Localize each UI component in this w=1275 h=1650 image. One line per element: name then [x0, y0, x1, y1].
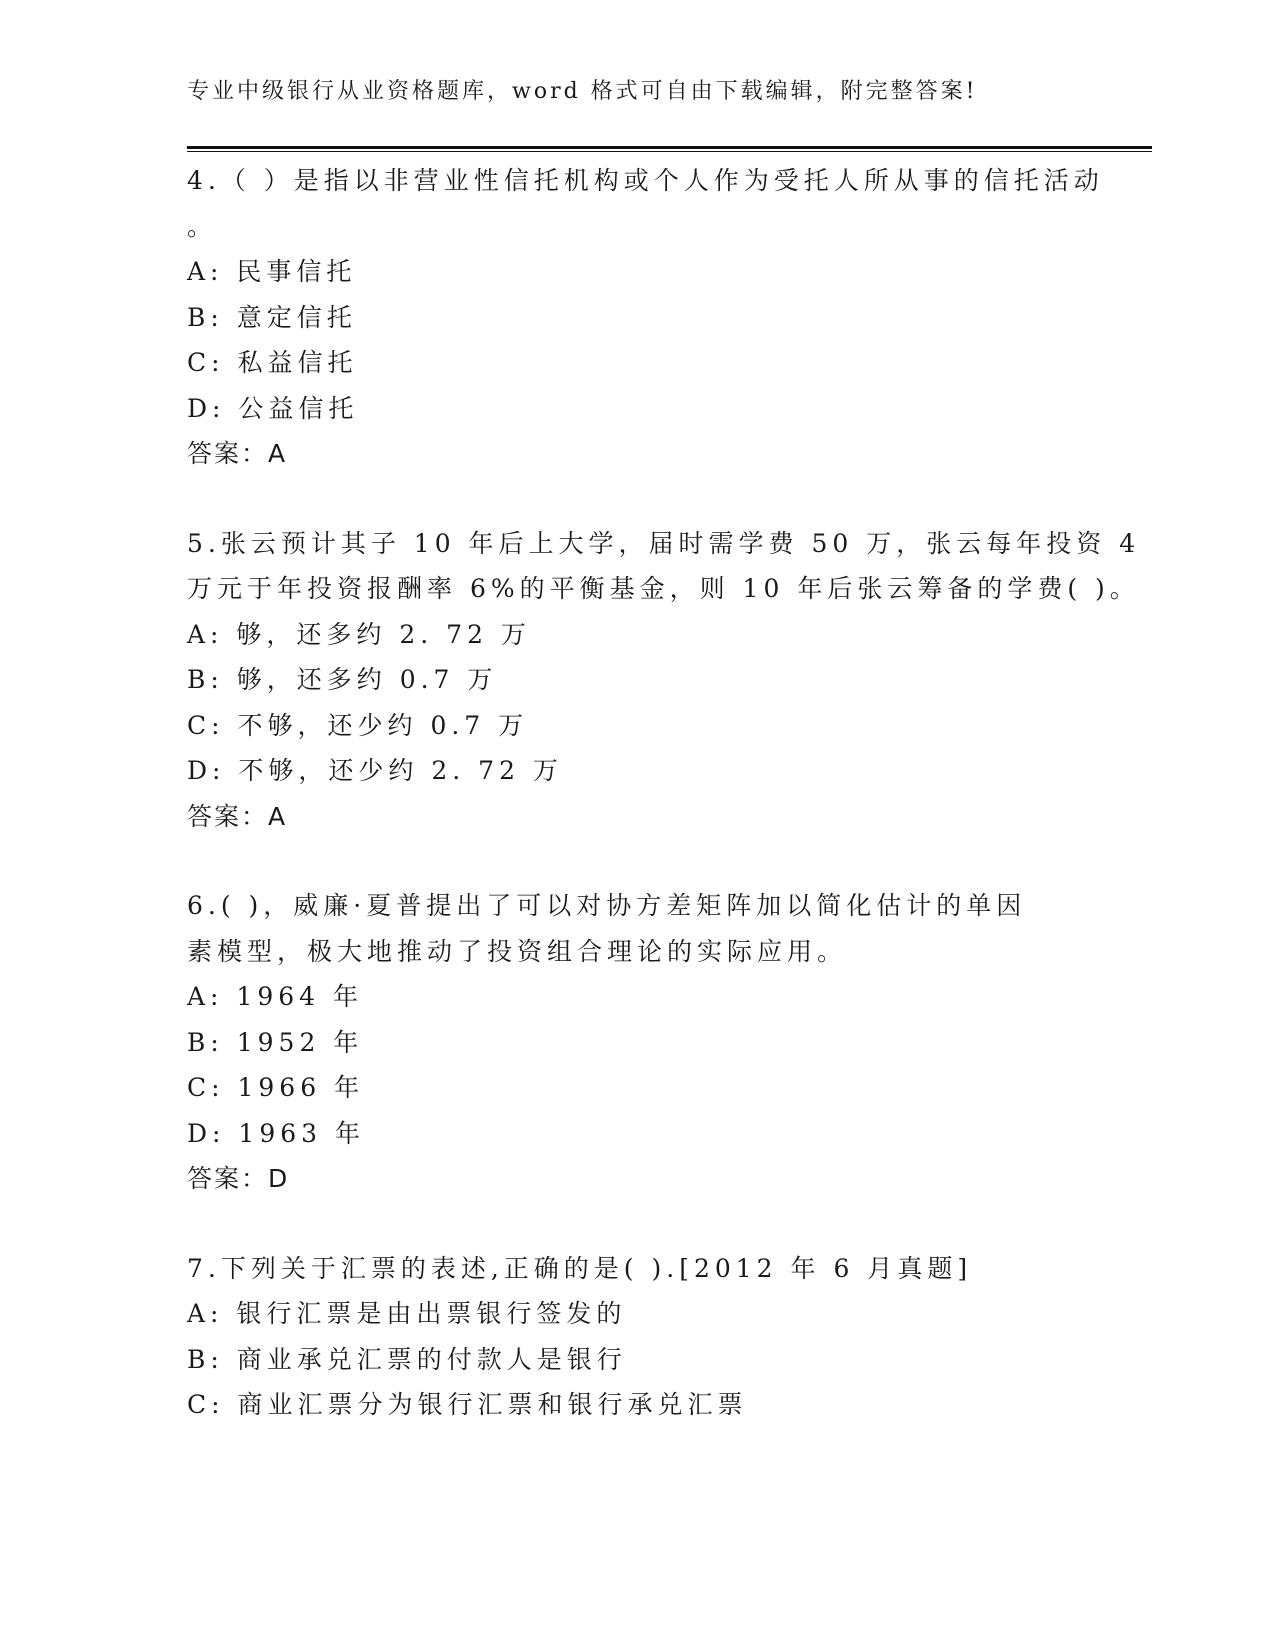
question-7: [187, 1246, 1117, 1428]
question-4: [187, 158, 1117, 477]
option-b: B: 够，还多约 0.7 万: [187, 665, 498, 694]
option-c: C: 1966 年: [187, 1073, 365, 1102]
question-text: 素模型，极大地推动了投资组合理论的实际应用。: [187, 936, 848, 966]
option-b: B: 1952 年: [187, 1027, 364, 1057]
question-text: 。: [187, 211, 218, 241]
header-rule-thin: [187, 151, 1152, 152]
answer: 答案：D: [187, 1164, 290, 1193]
option-c: C: 私益信托: [187, 348, 358, 377]
option-a: A: 银行汇票是由出票银行签发的: [187, 1299, 627, 1328]
question-text: 7.下列关于汇票的表述,正确的是( ).[2012 年 6 月真题]: [187, 1253, 973, 1283]
answer: 答案：A: [187, 439, 288, 468]
option-a: A: 够，还多约 2. 72 万: [187, 619, 531, 649]
option-d: D: 不够，还少约 2. 72 万: [187, 756, 563, 785]
question-6: [187, 883, 1117, 1202]
option-d: D: 1963 年: [187, 1118, 365, 1148]
question-5: [187, 521, 1141, 840]
option-d: D: 公益信托: [187, 393, 359, 423]
question-list: [187, 158, 1141, 1472]
question-text: 5.张云预计其子 10 年后上大学，届时需学费 50 万，张云每年投资 4: [187, 528, 1141, 558]
header-rule-thick: [187, 146, 1152, 149]
option-a: A: 民事信托: [187, 257, 357, 286]
page-header: 专业中级银行从业资格题库，word 格式可自由下载编辑，附完整答案!: [187, 79, 978, 104]
option-a: A: 1964 年: [187, 982, 363, 1011]
question-text: 6.( )，威廉·夏普提出了可以对协方差矩阵加以简化估计的单因: [187, 891, 1027, 920]
option-b: B: 意定信托: [187, 302, 357, 332]
question-text: 4.（ ）是指以非营业性信托机构或个人作为受托人所从事的信托活动: [187, 166, 1104, 195]
option-c: C: 不够，还少约 0.7 万: [187, 710, 529, 740]
answer: 答案：A: [187, 801, 288, 831]
question-text: 万元于年投资报酬率 6%的平衡基金，则 10 年后张云筹备的学费( )。: [187, 574, 1140, 603]
option-b: B: 商业承兑汇票的付款人是银行: [187, 1344, 627, 1374]
option-c: C: 商业汇票分为银行汇票和银行承兑汇票: [187, 1390, 748, 1419]
